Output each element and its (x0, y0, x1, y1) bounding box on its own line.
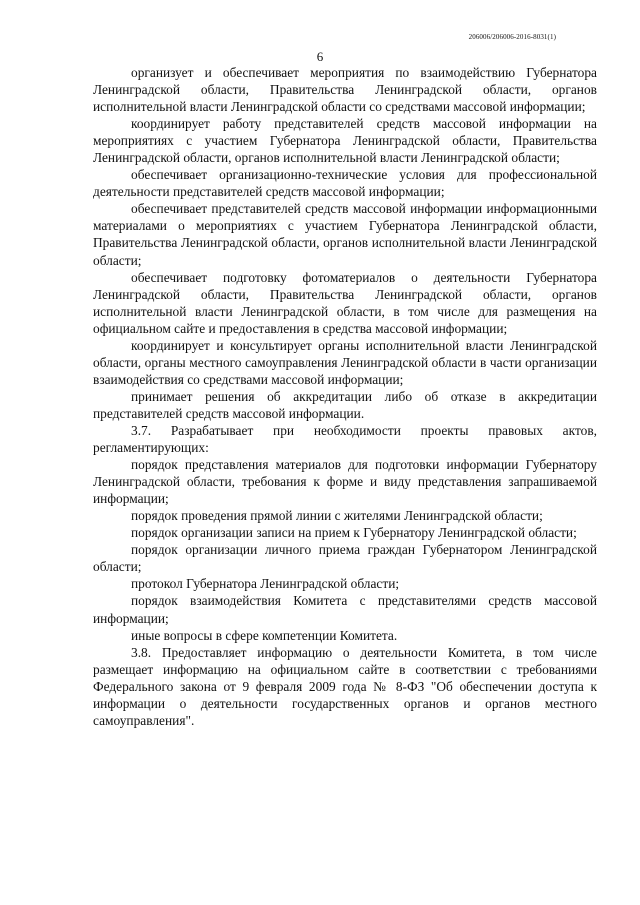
paragraph: порядок проведения прямой линии с жителями Ленинградской области; (131, 508, 543, 524)
paragraph: порядок организации личного приема граждан Губернатором Ленинградской области; (93, 542, 597, 575)
paragraph: порядок организации записи на прием к Губернатору Ленинградской области; (131, 525, 577, 541)
paragraph: порядок представления материалов для подготовки информации Губернатору Ленинградской области, требования к форме и виду представления запрашиваемой информации; (93, 457, 597, 507)
paragraph: принимает решения об аккредитации либо об отказе в аккредитации представителей средств массовой информации. (93, 388, 597, 421)
section-3-8-paragraph: 3.8. Предоставляет информацию о деятельности Комитета, в том числе размещает информацию на официальном сайте в соответствии с требованиями Федерального закона от 9 февраля 2009 года № 8-ФЗ "Об обеспечении доступа к информации о деятельности государственных органов и органов местного самоуправления". (93, 644, 597, 728)
section-3-7-heading: 3.7. Разрабатывает при необходимости проекты правовых актов, регламентирующих: (93, 422, 597, 456)
paragraph: координирует работу представителей средств массовой информации на мероприятиях с участием Губернатора Ленинградской области, Правительства Ленинградской области, органов исполнительной власти Ленинградской области; (93, 116, 597, 166)
paragraph: обеспечивает подготовку фотоматериалов о деятельности Губернатора Ленинградской области, Правительства Ленинградской области, органов исполнительной власти Ленинградской области, в том числе для размещения на официальном сайте и предоставления в средства массовой информации; (93, 269, 597, 336)
document-body (93, 64, 597, 729)
paragraph: иные вопросы в сфере компетенции Комитета. (131, 627, 398, 643)
paragraph: протокол Губернатора Ленинградской области; (131, 576, 400, 592)
paragraph: обеспечивает организационно-технические условия для профессиональной деятельности представителей средств массовой информации; (93, 167, 597, 200)
page-number: 6 (316, 49, 324, 64)
paragraph: координирует и консультирует органы исполнительной власти Ленинградской области, органы местного самоуправления Ленинградской области в части организации взаимодействия со средствами массовой информации; (93, 337, 597, 387)
paragraph: обеспечивает представителей средств массовой информации информационными материалами о мероприятиях с участием Губернатора Ленинградской области, Правительства Ленинградской области, органов исполнительной власти Ленинградской области; (93, 201, 597, 268)
document-id: 206006/206006-2016-8031(1) (468, 33, 556, 41)
paragraph: организует и обеспечивает мероприятия по взаимодействию Губернатора Ленинградской области, Правительства Ленинградской области, органов исполнительной власти Ленинградской области со средствами массовой информации; (93, 65, 597, 115)
paragraph: порядок взаимодействия Комитета с представителями средств массовой информации; (93, 593, 597, 626)
